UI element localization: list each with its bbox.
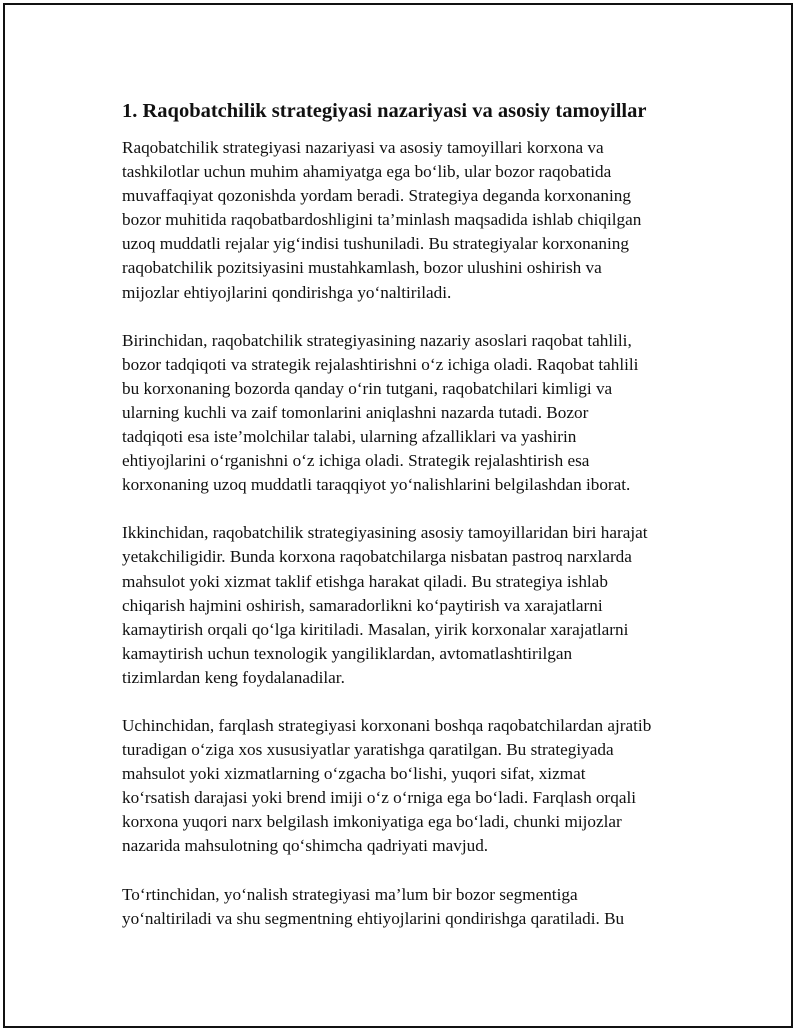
- text-line: tashkilotlar uchun muhim ahamiyatga ega bo‘lib, ular bozor raqobatida: [122, 162, 612, 182]
- text-line: Uchinchidan, farqlash strategiyasi korxonani boshqa raqobatchilardan ajratib: [122, 715, 652, 735]
- page-frame: [3, 3, 793, 1028]
- text-line: Birinchidan, raqobatchilik strategiyasining nazariy asoslari raqobat tahlili,: [122, 330, 632, 350]
- text-line: nazarida mahsulotning qo‘shimcha qadriyati mavjud.: [122, 836, 489, 856]
- text-line: kamaytirish uchun texnologik yangiliklardan, avtomatlashtirilgan: [122, 643, 573, 663]
- section-heading: 1. Raqobatchilik strategiyasi nazariyasi va asosiy tamoyillar: [122, 100, 647, 122]
- text-line: mijozlar ehtiyojlarini qondirishga yo‘naltiriladi.: [122, 282, 452, 302]
- text-line: mahsulot yoki xizmat taklif etishga harakat qiladi. Bu strategiya ishlab: [122, 571, 608, 591]
- paragraph-5: [122, 883, 702, 931]
- text-line: turadigan o‘ziga xos xususiyatlar yaratishga qaratilgan. Bu strategiyada: [122, 740, 614, 760]
- paragraph-2: [122, 329, 702, 498]
- text-line: tizimlardan keng foydalanadilar.: [122, 667, 345, 687]
- text-line: muvaffaqiyat qozonishda yordam beradi. Strategiya deganda korxonaning: [122, 186, 631, 206]
- text-line: raqobatchilik pozitsiyasini mustahkamlash, bozor ulushini oshirish va: [122, 258, 602, 278]
- text-line: uzoq muddatli rejalar yig‘indisi tushuniladi. Bu strategiyalar korxonaning: [122, 234, 629, 254]
- paragraph-1: [122, 136, 702, 305]
- text-line: Ikkinchidan, raqobatchilik strategiyasining asosiy tamoyillaridan biri harajat: [122, 523, 648, 543]
- text-line: mahsulot yoki xizmatlarning o‘zgacha bo‘lishi, yuqori sifat, xizmat: [122, 764, 586, 784]
- text-line: chiqarish hajmini oshirish, samaradorlikni ko‘paytirish va xarajatlarni: [122, 595, 603, 615]
- text-line: Raqobatchilik strategiyasi nazariyasi va asosiy tamoyillari korxona va: [122, 138, 604, 157]
- text-line: bozor muhitida raqobatbardoshligini ta’minlash maqsadida ishlab chiqilgan: [122, 210, 642, 230]
- text-line: bozor tadqiqoti va strategik rejalashtirishni o‘z ichiga oladi. Raqobat tahlili: [122, 354, 639, 374]
- text-line: ko‘rsatish darajasi yoki brend imiji o‘z o‘rniga ega bo‘ladi. Farqlash orqali: [122, 788, 637, 808]
- text-line: ehtiyojlarini o‘rganishni o‘z ichiga oladi. Strategik rejalashtirish esa: [122, 451, 590, 471]
- paragraph-4: [122, 714, 702, 859]
- text-line: kamaytirish orqali qo‘lga kiritiladi. Masalan, yirik korxonalar xarajatlarni: [122, 619, 629, 639]
- paragraph-3: [122, 521, 702, 690]
- text-line: To‘rtinchidan, yo‘nalish strategiyasi ma’lum bir bozor segmentiga: [122, 884, 578, 904]
- text-line: ularning kuchli va zaif tomonlarini aniqlashni nazarda tutadi. Bozor: [122, 402, 589, 422]
- text-line: bu korxonaning bozorda qanday o‘rin tutgani, raqobatchilari kimligi va: [122, 378, 613, 398]
- text-line: yo‘naltiriladi va shu segmentning ehtiyojlarini qondirishga qaratiladi. Bu: [122, 908, 625, 928]
- document-body: [122, 97, 702, 955]
- text-line: tadqiqoti esa iste’molchilar talabi, ularning afzalliklari va yashirin: [122, 427, 577, 447]
- text-line: yetakchiligidir. Bunda korxona raqobatchilarga nisbatan pastroq narxlarda: [122, 547, 632, 567]
- text-line: korxonaning uzoq muddatli taraqqiyot yo‘nalishlarini belgilashdan iborat.: [122, 475, 631, 495]
- text-line: korxona yuqori narx belgilash imkoniyatiga ega bo‘ladi, chunki mijozlar: [122, 812, 622, 832]
